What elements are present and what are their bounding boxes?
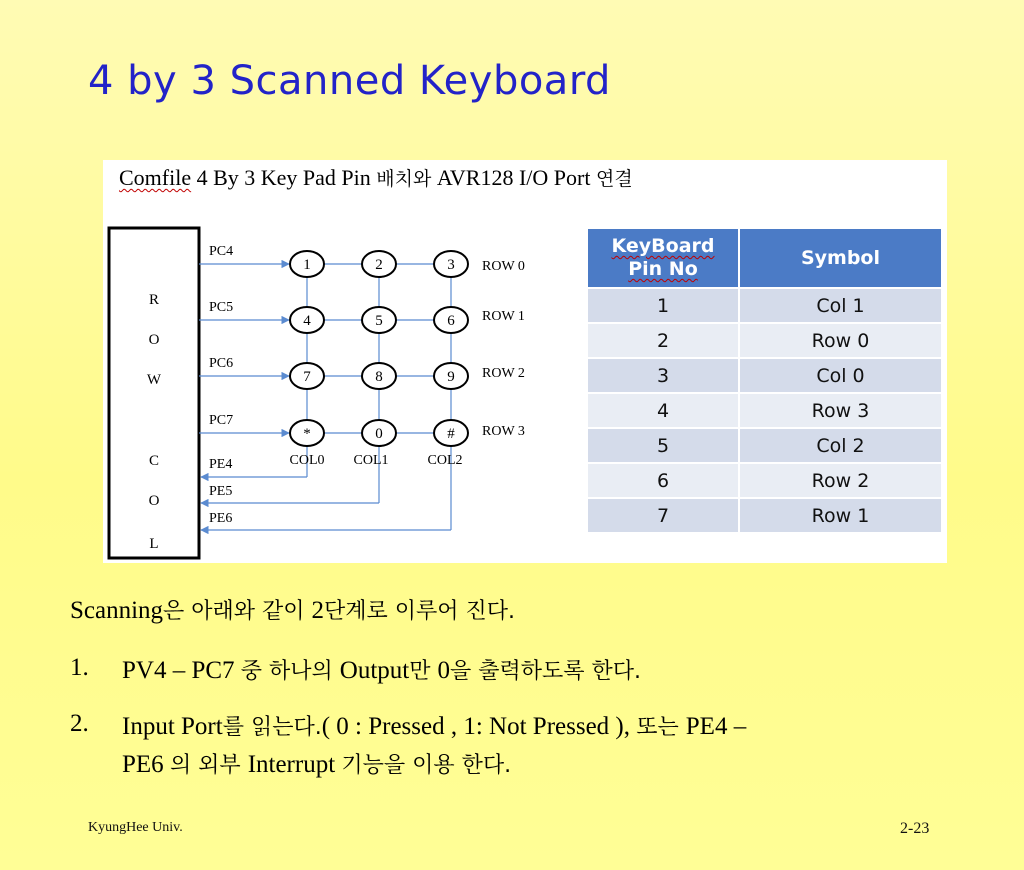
rowcol-letter-r: R [148, 292, 160, 308]
symbol-cell: Col 2 [740, 427, 941, 462]
item1-number: 1. [70, 654, 89, 681]
intro-a: Scanning [70, 597, 164, 624]
symbol-cell: Col 0 [740, 357, 941, 392]
row-label-3: ROW 3 [482, 424, 525, 439]
symbol-cell: Row 1 [740, 497, 941, 532]
item2-d: PE6 [122, 751, 170, 778]
keypad-wiring-diagram [103, 160, 583, 563]
table-row [588, 497, 941, 532]
item2-number: 2. [70, 710, 89, 737]
item1-a: PV4 – PC7 [122, 657, 241, 684]
symbol-cell: Row 2 [740, 462, 941, 497]
port-label-pe6: PE6 [209, 511, 233, 526]
key-6: 6 [447, 313, 455, 329]
pin-cell: 6 [588, 462, 740, 497]
port-label-pe5: PE5 [209, 484, 233, 499]
table-row [588, 392, 941, 427]
intro-kr2: 단계로 이루어 진다. [324, 599, 516, 624]
item2-a: Input Port [122, 713, 223, 740]
item2-kr1: 를 읽는다. [222, 715, 322, 740]
pin-cell: 4 [588, 392, 740, 427]
col-label-0: COL0 [289, 453, 325, 468]
pin-cell: 1 [588, 287, 740, 322]
key-star: * [303, 426, 311, 442]
pin-cell: 3 [588, 357, 740, 392]
key-hash: # [447, 426, 455, 442]
caption-brand: Comfile [119, 165, 192, 190]
row-label-0: ROW 0 [482, 259, 525, 274]
header-pin-line1: KeyBoard [611, 235, 715, 257]
pin-symbol-table [588, 229, 941, 532]
caption-part-3: AVR128 I/O Port [431, 165, 596, 190]
keypad-figure [103, 160, 947, 563]
slide-title: 4 by 3 Scanned Keyboard [88, 58, 611, 104]
item2-text-line2 [122, 748, 511, 779]
item2-kr3: 의 외부 [169, 753, 248, 778]
item1-text [122, 654, 641, 685]
intro-kr1: 은 아래와 같이 [163, 599, 312, 624]
intro-b: 2 [311, 597, 325, 624]
key-3: 3 [447, 257, 455, 273]
item2-kr4: 기능을 이용 한다. [341, 753, 512, 778]
symbol-cell: Row 0 [740, 322, 941, 357]
footer-university: KyungHee Univ. [88, 820, 183, 835]
key-8: 8 [375, 369, 383, 385]
row-label-2: ROW 2 [482, 366, 525, 381]
item2-text-line1 [122, 710, 746, 741]
caption-part-1: 4 By 3 Key Pad Pin [191, 165, 377, 190]
key-4: 4 [303, 313, 311, 329]
caption-part-2: 배치와 [376, 168, 432, 190]
key-5: 5 [375, 313, 383, 329]
item1-kr3: 을 출력하도록 한다. [450, 659, 641, 684]
port-label-pc4: PC4 [209, 244, 234, 259]
item2-c: PE4 – [685, 713, 747, 740]
symbol-cell: Col 1 [740, 287, 941, 322]
rowcol-letter-w: W [146, 372, 162, 388]
intro-line [70, 594, 515, 625]
footer-page-number: 2-23 [900, 820, 930, 837]
pin-cell: 2 [588, 322, 740, 357]
rowcol-letter-o2: O [148, 493, 160, 509]
table-row [588, 462, 941, 497]
header-pin-no [588, 229, 740, 287]
rowcol-letter-c: C [148, 453, 160, 469]
item1-c: 0 [437, 657, 450, 684]
item1-b: Output [339, 657, 410, 684]
key-7: 7 [303, 369, 311, 385]
item1-kr2: 만 [409, 659, 438, 684]
key-2: 2 [375, 257, 383, 273]
item2-e: Interrupt [247, 751, 342, 778]
row-label-1: ROW 1 [482, 309, 525, 324]
key-9: 9 [447, 369, 455, 385]
rowcol-letter-o: O [148, 332, 160, 348]
item1-kr1: 중 하나의 [240, 659, 340, 684]
port-label-pe4: PE4 [209, 457, 233, 472]
port-label-pc5: PC5 [209, 300, 234, 315]
col-label-2: COL2 [427, 453, 463, 468]
table-row [588, 287, 941, 322]
table-row [588, 427, 941, 462]
key-1: 1 [303, 257, 311, 273]
table-row [588, 322, 941, 357]
col-label-1: COL1 [353, 453, 389, 468]
port-label-pc7: PC7 [209, 413, 234, 428]
item2-kr2: 또는 [636, 715, 686, 740]
header-symbol: Symbol [740, 229, 941, 287]
caption-part-4: 연결 [595, 168, 633, 190]
item2-b: ( 0 : Pressed , 1: Not Pressed ), [321, 713, 637, 740]
pin-cell: 7 [588, 497, 740, 532]
rowcol-letter-l: L [149, 536, 159, 552]
symbol-cell: Row 3 [740, 392, 941, 427]
port-label-pc6: PC6 [209, 356, 234, 371]
header-pin-line2: Pin No [628, 258, 698, 280]
pin-cell: 5 [588, 427, 740, 462]
key-0: 0 [375, 426, 383, 442]
table-row [588, 357, 941, 392]
